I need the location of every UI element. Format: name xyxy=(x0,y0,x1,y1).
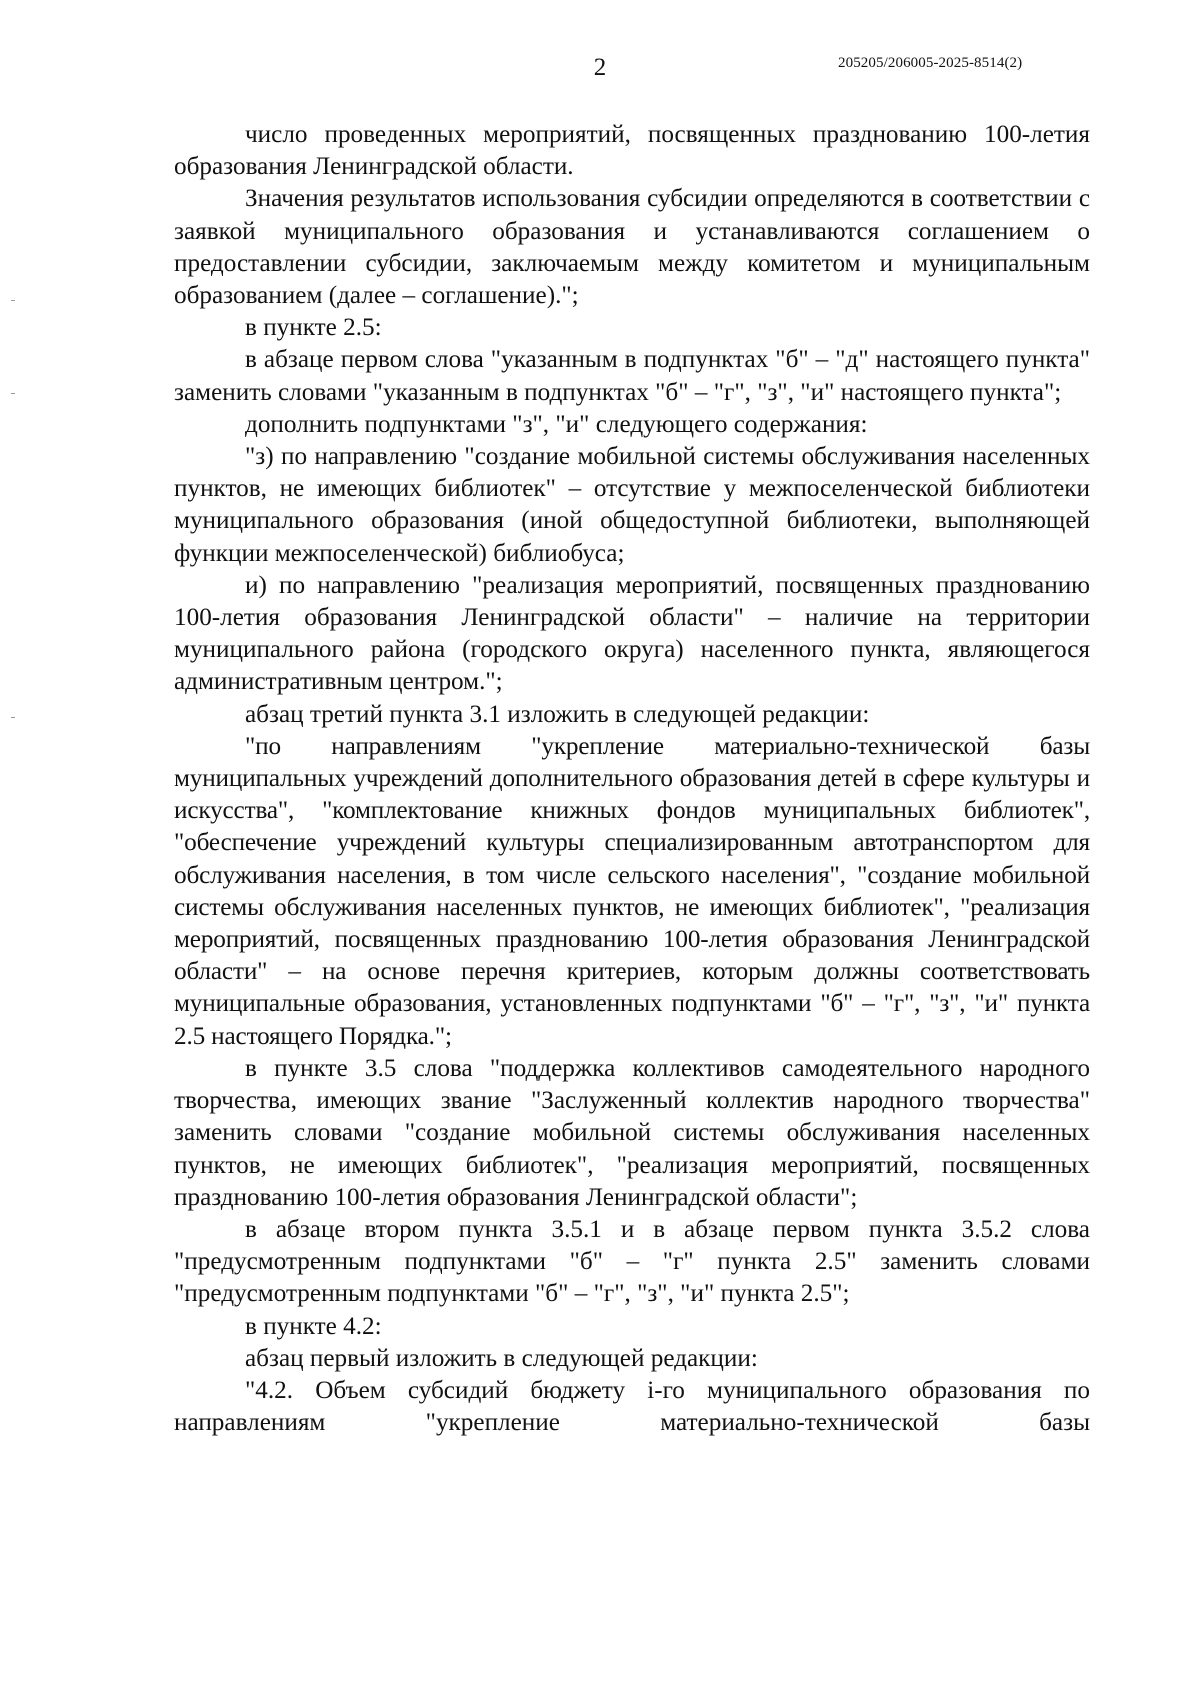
paragraph: "4.2. Объем субсидий бюджету i-го муниципального образования по направлениям "укрепление материально-технической базы xyxy=(174,1376,1090,1437)
paragraph: Значения результатов использования субсидии определяются в соответствии с заявкой муниципального образования и устанавливаются соглашением о предоставлении субсидии, заключаемым между комитетом и муниципальным образованием (далее – соглашение)."; xyxy=(174,185,1090,310)
paragraph: в пункте 2.5: xyxy=(245,314,382,342)
document-id: 205205/206005-2025-8514(2) xyxy=(838,55,1023,71)
document-body xyxy=(174,119,1090,1439)
paragraph: "з) по направлению "создание мобильной системы обслуживания населенных пунктов, не имеющих библиотек" – отсутствие у межпоселенческой библиотеки муниципального образования (иной общедоступной библиотеки, выполняющей функции межпоселенческой) библиобуса; xyxy=(174,443,1090,567)
paragraph: и) по направлению "реализация мероприятий, посвященных празднованию 100-летия образования Ленинградской области" – наличие на территории муниципального района (городского округа) населенного пункта, являющегося административным центром."; xyxy=(174,571,1090,696)
paragraph: абзац третий пункта 3.1 изложить в следующей редакции: xyxy=(245,700,870,728)
paragraph: абзац первый изложить в следующей редакции: xyxy=(245,1344,758,1372)
paragraph: в пункте 4.2: xyxy=(245,1312,382,1340)
paragraph: число проведенных мероприятий, посвященных празднованию 100-летия образования Ленинградской области. xyxy=(174,121,1090,181)
paragraph: дополнить подпунктами "з", "и" следующего содержания: xyxy=(245,410,868,438)
paragraph: в абзаце втором пункта 3.5.1 и в абзаце первом пункта 3.5.2 слова "предусмотренным подпунктами "б" – "г" пункта 2.5" заменить словами "предусмотренным подпунктами "б" – "г", "з", "и" пункта 2.5"; xyxy=(174,1215,1090,1308)
scan-margin-mark xyxy=(11,300,15,301)
scan-margin-mark xyxy=(11,393,15,394)
paragraph: "по направлениям "укрепление материально-технической базы муниципальных учреждений дополнительного образования детей в сфере культуры и искусства", "комплектование книжных фондов муниципальных библиотек", "обеспечение учреждений культуры специализированным автотранспортом для обслуживания населения, в том числе сельского населения", "создание мобильной системы обслуживания населенных пунктов, не имеющих библиотек", "реализация мероприятий, посвященных празднованию 100-летия образования Ленинградской области" – на основе перечня критериев, которым должны соответствовать муниципальные образования, установленных подпунктами "б" – "г", "з", "и" пункта 2.5 настоящего Порядка."; xyxy=(174,732,1090,1050)
paragraph: в абзаце первом слова "указанным в подпунктах "б" – "д" настоящего пункта" заменить словами "указанным в подпунктах "б" – "г", "з", "и" настоящего пункта"; xyxy=(174,346,1090,406)
paragraph: в пункте 3.5 слова "поддержка коллективов самодеятельного народного творчества, имеющих звание "Заслуженный коллектив народного творчества" заменить словами "создание мобильной системы обслуживания населенных пунктов, не имеющих библиотек", "реализация мероприятий, посвященных празднованию 100-летия образования Ленинградской области"; xyxy=(174,1054,1090,1211)
scan-margin-mark xyxy=(11,717,15,718)
page-number: 2 xyxy=(593,54,607,81)
